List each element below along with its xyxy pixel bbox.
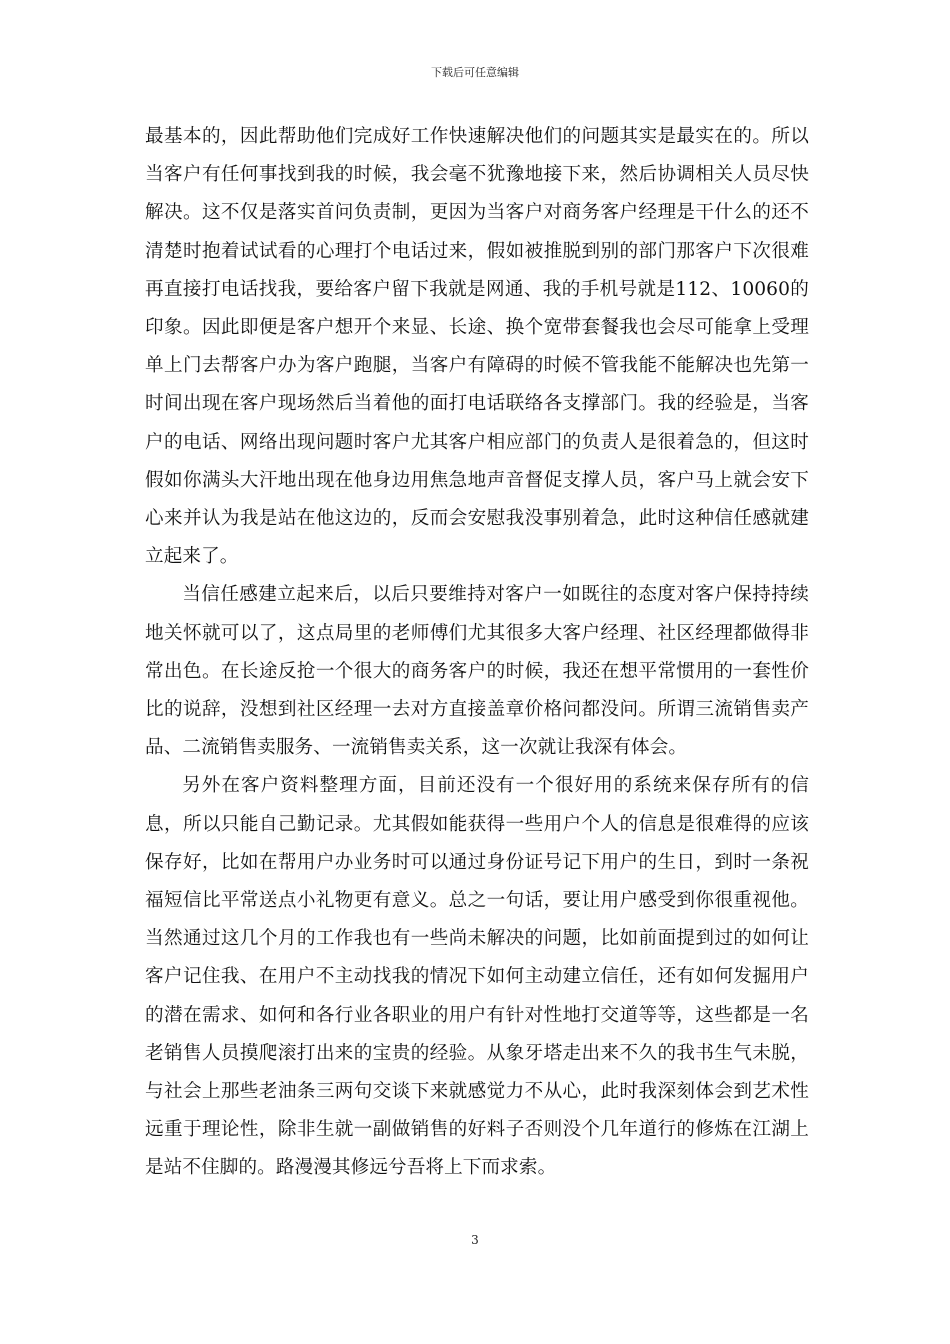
paragraph-3: 另外在客户资料整理方面，目前还没有一个很好用的系统来保存所有的信息，所以只能自己勤记录。尤其假如能获得一些用户个人的信息是很难得的应该保存好，比如在帮用户办业务时可以通过身份证号记下用户的生日，到时一条祝福短信比平常送点小礼物更有意义。总之一句话，要让用户感受到你很重视他。当然通过这几个月的工作我也有一些尚未解决的问题，比如前面提到过的如何让客户记住我、在用户不主动找我的情况下如何主动建立信任，还有如何发掘用户的潜在需求、如何和各行业各职业的用户有针对性地打交道等等，这些都是一名老销售人员摸爬滚打出来的宝贵的经验。从象牙塔走出来不久的我书生气未脱，与社会上那些老油条三两句交谈下来就感觉力不从心，此时我深刻体会到艺术性远重于理论性，除非生就一副做销售的好料子否则没个几年道行的修炼在江湖上是站不住脚的。路漫漫其修远兮吾将上下而求索。 bbox=[145, 775, 809, 1179]
page-header: 下载后可任意编辑 bbox=[431, 66, 519, 79]
document-body bbox=[145, 118, 809, 1188]
page-number: 3 bbox=[471, 1233, 479, 1247]
paragraph-1: 最基本的，因此帮助他们完成好工作快速解决他们的问题其实是最实在的。所以当客户有任何事找到我的时候，我会毫不犹豫地接下来，然后协调相关人员尽快解决。这不仅是落实首问负责制，更因为当客户对商务客户经理是干什么的还不清楚时抱着试试看的心理打个电话过来，假如被推脱到别的部门那客户下次很难再直接打电话找我，要给客户留下我就是网通、我的手机号就是112、10060的印象。因此即便是客户想开个来显、长途、换个宽带套餐我也会尽可能拿上受理单上门去帮客户办为客户跑腿，当客户有障碍的时候不管我能不能解决也先第一时间出现在客户现场然后当着他的面打电话联络各支撑部门。我的经验是，当客户的电话、网络出现问题时客户尤其客户相应部门的负责人是很着急的，但这时假如你满头大汗地出现在他身边用焦急地声音督促支撑人员，客户马上就会安下心来并认为我是站在他这边的，反而会安慰我没事别着急，此时这种信任感就建立起来了。 bbox=[145, 126, 809, 568]
paragraph-2: 当信任感建立起来后，以后只要维持对客户一如既往的态度对客户保持持续地关怀就可以了，这点局里的老师傅们尤其很多大客户经理、社区经理都做得非常出色。在长途反抢一个很大的商务客户的时候，我还在想平常惯用的一套性价比的说辞，没想到社区经理一去对方直接盖章价格问都没问。所谓三流销售卖产品、二流销售卖服务、一流销售卖关系，这一次就让我深有体会。 bbox=[145, 584, 809, 759]
